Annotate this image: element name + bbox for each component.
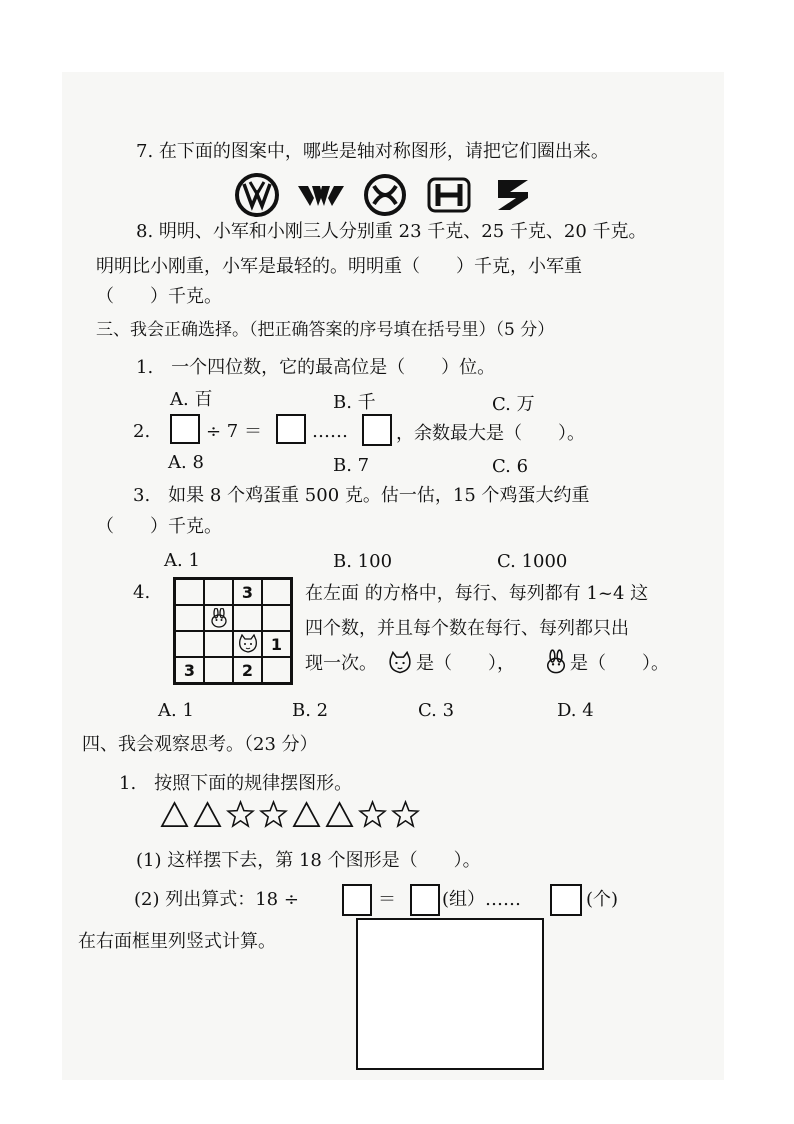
s4-q1-sub2c: (组）…… [442,889,522,910]
s3-q1-option-a: A. 百 [170,389,213,410]
s3-q3-line1: 3. 如果 8 个鸡蛋重 500 克。估一估，15 个鸡蛋大约重 [133,485,590,506]
s3-q3-line2: （ ）千克。 [96,516,222,537]
grid-cell: 3 [233,579,262,605]
remainder-box [362,414,392,446]
logo-row [232,172,538,218]
grid-cell [175,631,204,657]
section3-title: 三、我会正确选择。（把正确答案的序号填在括号里）（5 分） [96,320,555,340]
s3-q2-op: ÷ 7 ＝ [206,421,262,442]
s4-q1-sub2a: (2) 列出算式：18 ÷ [134,889,299,910]
star-icon [226,800,255,829]
remainder-box [550,884,582,916]
grid-cell [262,605,291,631]
s3-q2-option-c: C. 6 [492,456,529,477]
triangle-icon [292,800,321,829]
divisor-box [342,884,372,916]
s4-q1-text: 1. 按照下面的规律摆图形。 [119,773,353,794]
s3-q1-option-c: C. 万 [492,394,535,415]
grid-cell: 3 [175,657,204,683]
triangle-icon [160,800,189,829]
quotient-box [410,884,440,916]
shape-pattern [160,800,420,829]
grid-cell [175,579,204,605]
number-grid [173,577,293,685]
dongfeng-logo-icon [360,172,410,218]
q8-line2: 明明比小刚重，小军是最轻的。明明重（ ）千克，小军重 [96,256,582,277]
s3-q4-line3c: 是（ ）。 [570,653,669,674]
grid-cell [262,657,291,683]
q8-line1: 8. 明明、小军和小刚三人分别重 23 千克、25 千克、20 千克。 [136,221,647,242]
triangle-icon [193,800,222,829]
s3-q3-option-c: C. 1000 [497,551,568,572]
s3-q2-option-a: A. 8 [168,452,204,473]
grid-cell: 2 [233,657,262,683]
s3-q2-tail: ，余数最大是（ ）。 [396,423,585,444]
s3-q4-option-a: A. 1 [158,700,194,721]
q7-text: 7. 在下面的图案中，哪些是轴对称图形，请把它们圈出来。 [136,141,609,162]
grid-cell [204,605,233,631]
grid-cell [204,631,233,657]
grid-cell: 1 [262,631,291,657]
wuling-logo-icon [296,172,346,218]
star-icon [358,800,387,829]
s3-q4-line3b: 是（ ）， [416,653,515,674]
s4-q1-sub1: (1) 这样摆下去，第 18 个图形是（ ）。 [136,850,481,871]
s3-q4-option-b: B. 2 [292,700,329,721]
grid-cell [233,631,262,657]
s3-q4-line1: 在左面 的方格中，每行、每列都有 1~4 这 [305,583,649,604]
s4-q1-sub2b: ＝ [378,889,396,910]
grid-cell [175,605,204,631]
grid-cell [204,657,233,683]
grid-cell [204,579,233,605]
s3-q1-option-b: B. 千 [333,392,376,413]
triangle-icon [325,800,354,829]
quotient-box [276,414,306,444]
s3-q4-num: 4. [133,582,151,603]
s4-q1-sub2d: (个) [586,889,619,910]
grid-cell [262,579,291,605]
s3-q4-option-c: C. 3 [418,700,455,721]
s3-q1-text: 1. 一个四位数，它的最高位是（ ）位。 [136,357,496,378]
s3-q4-option-d: D. 4 [557,700,594,721]
s3-q3-option-a: A. 1 [164,550,200,571]
cat-icon [387,651,413,675]
star-icon [259,800,288,829]
star-icon [391,800,420,829]
grid-cell [233,605,262,631]
section4-title: 四、我会观察思考。（23 分） [82,734,318,755]
volkswagen-logo-icon [232,172,282,218]
honda-logo-icon [424,172,474,218]
s3-q2-option-b: B. 7 [333,455,370,476]
suzuki-logo-icon [488,172,538,218]
s3-q4-line2: 四个数，并且每个数在每行、每列都只出 [305,618,629,639]
rabbit-icon [543,649,569,675]
rabbit-icon [208,608,230,628]
s3-q4-line3a: 现一次。 [305,653,377,674]
cat-icon [237,634,259,654]
q8-line3: （ ）千克。 [96,286,222,307]
calculation-box[interactable] [356,918,544,1070]
s4-q1-instruction: 在右面框里列竖式计算。 [78,931,276,952]
s3-q3-option-b: B. 100 [333,551,393,572]
s3-q2-dots: …… [312,421,348,442]
dividend-box [170,414,200,444]
s3-q2-num: 2. [133,421,151,442]
